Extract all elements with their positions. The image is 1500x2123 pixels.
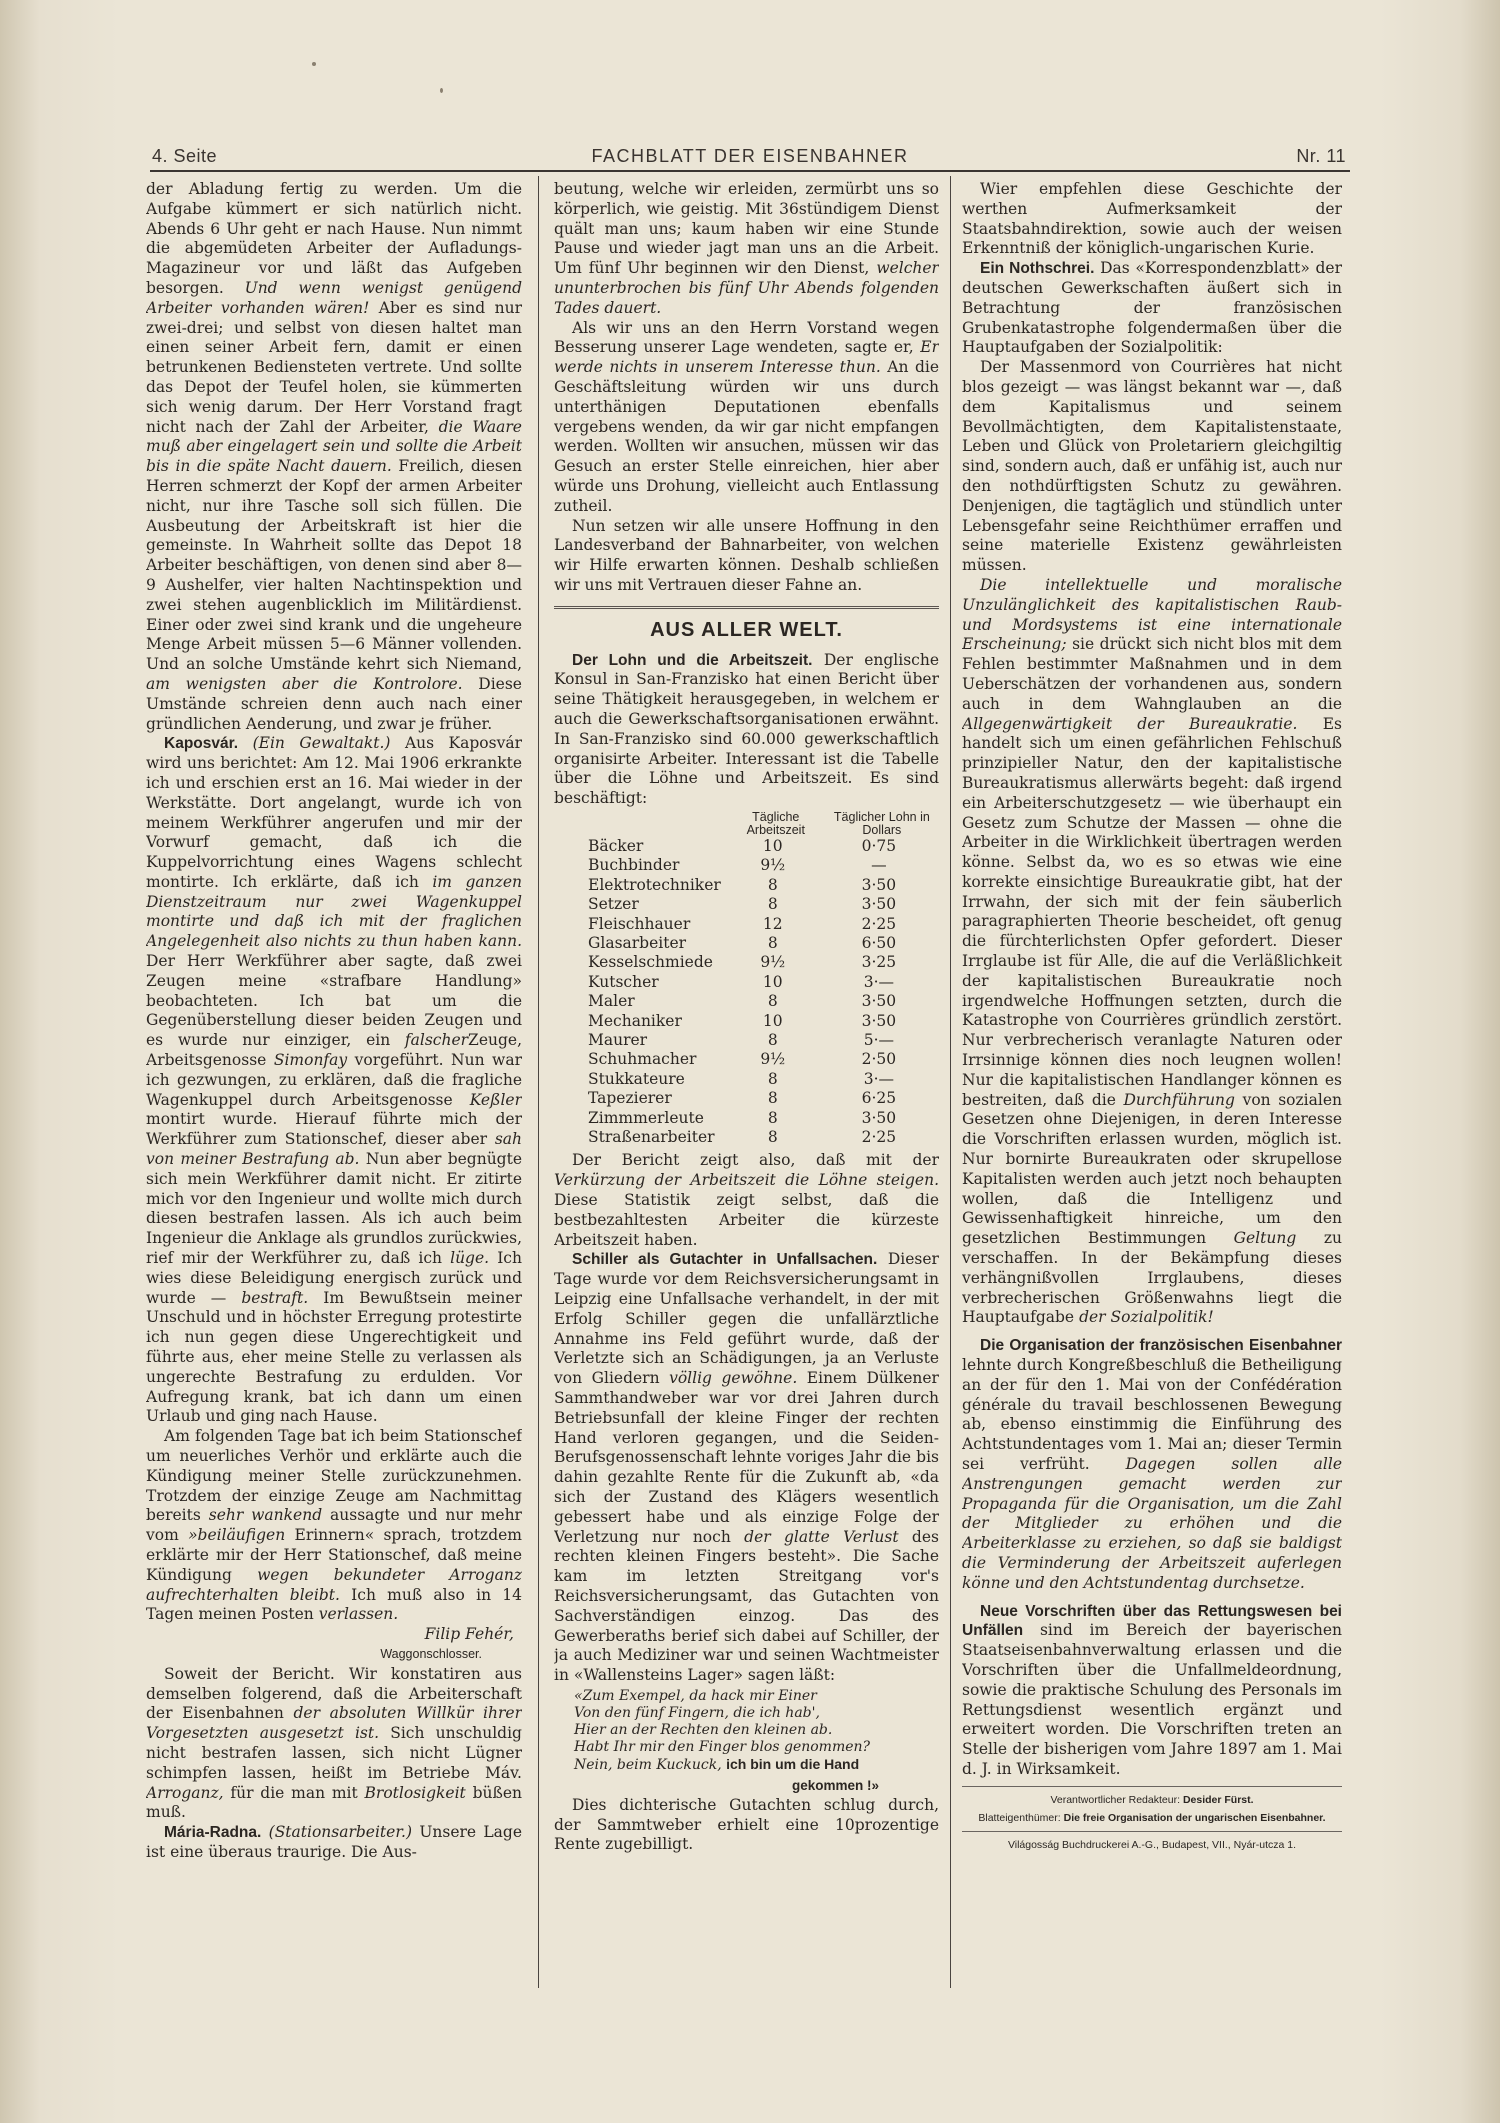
signature-role: Waggonschlosser. — [380, 1646, 482, 1661]
table-cell-trade: Stukkateure — [588, 1069, 685, 1088]
table-cell-hours: 8 — [767, 1108, 778, 1127]
wage-table — [588, 811, 939, 1148]
article-heading: Die Organisation der französischen Eisenbahner — [980, 1337, 1342, 1355]
section-title: AUS ALLER WELT. — [650, 618, 843, 641]
table-cell-wage: 3·50 — [861, 895, 897, 914]
table-cell-wage: 6·25 — [861, 1089, 897, 1108]
table-cell-hours: 9½ — [760, 856, 786, 875]
table-row — [588, 1012, 939, 1031]
table-cell-trade: Elektrotechniker — [588, 875, 721, 894]
table-cell-hours: 8 — [767, 1128, 778, 1146]
article-paragraph: Neue Vorschriften über das Rettungswesen bei Unfällen sind im Bereich der bayerischen Staatseisenbahnverwaltung erlassen und die Vorschriften über die Unfallmeldeordnung, sowie die praktische Schulung des Personals im Rettungsdienst wesentlich ergänzt und erweitert worden. Die Vorschriften treten an Stelle der bisherigen vom Jahre 1897 am 1. Mai d. J. in Wirksamkeit. — [962, 1602, 1342, 1778]
article-paragraph: Am folgenden Tage bat ich beim Stationschef um neuerliches Verhör und erklärte auch die Kündigung meiner Stelle zurückzunehmen. Trotzdem der einzige Zeuge am Nachmittag bereits sehr wankend aussagte und nur mehr vom »beiläufigen Erinnern« sprach, trotzdem erklärte mir der Herr Stationschef, daß meine Kündigung wegen bekundeter Arroganz aufrechterhalten bleibt. Ich muß also in 14 Tagen meinen Posten verlassen. — [146, 1427, 522, 1624]
article-paragraph: Als wir uns an den Herrn Vorstand wegen Besserung unserer Lage wendeten, sagte er, Er werde nichts in unserem Interesse thun. An die Geschäftsleitung würden wir uns durch unterthänigen Deputationen ebenfalls vergebens wenden, da wir gar nicht empfangen werden. Wollten wir ansuchen, müssen wir das Gesuch an erster Stelle einreichen, hier aber würde uns Drohung, vielleicht auch Entlassung zutheil. — [554, 318, 939, 515]
poem-line: «Zum Exempel, da hack mir Einer — [574, 1687, 817, 1704]
table-cell-wage: — — [871, 856, 887, 875]
table-cell-trade: Schuhmacher — [588, 1050, 697, 1069]
column-rule — [538, 176, 539, 1988]
article-paragraph: Die Organisation der französischen Eisenbahner lehnte durch Kongreßbeschluß die Betheiligung an der für den 1. Mai von der Confédération générale du travail beschlossenen Bewegung ab, ebenso einstimmig die Einführung des Achtstundentages vom 1. Mai an; dieser Termin sei verfrüht. Dagegen sollen alle Anstrengungen gemacht werden zur Propaganda für die Organisation, um die Zahl der Mitglieder zu erhöhen und die Arbeiterklasse zu erziehen, so daß sie baldigst die Verminderung der Arbeitszeit auferlegen könne und den Achtstundentag durchsetze. — [962, 1337, 1342, 1592]
table-row — [588, 973, 939, 992]
table-cell-trade: Bäcker — [588, 836, 644, 855]
table-cell-hours: 8 — [767, 933, 778, 952]
table-row — [588, 953, 939, 972]
table-cell-trade: Buchbinder — [588, 856, 680, 875]
article-paragraph: Dies dichterische Gutachten schlug durch, der Sammtweber erhielt eine 10prozentige Rente zugebilligt. — [554, 1795, 939, 1854]
signature-name: Filip Fehér, — [424, 1625, 514, 1644]
page-header — [150, 146, 1350, 172]
article-paragraph: Ein Nothschrei. Das «Korrespondenzblatt» der deutschen Gewerkschaften äußert sich in Betrachtung der französischen Grubenkatastrophe folgendermaßen über die Hauptaufgaben der Sozialpolitik: — [962, 259, 1342, 357]
table-cell-wage: 5·— — [863, 1030, 895, 1049]
table-cell-trade: Straßenarbeiter — [588, 1128, 715, 1146]
table-cell-trade: Mechaniker — [588, 1011, 682, 1030]
table-row — [588, 1128, 939, 1147]
table-cell-wage: 3·50 — [861, 992, 897, 1011]
table-cell-wage: 3·— — [863, 972, 895, 991]
table-row — [588, 1089, 939, 1108]
table-cell-trade: Setzer — [588, 895, 639, 914]
table-cell-hours: 8 — [767, 1069, 778, 1088]
table-cell-trade: Fleischhauer — [588, 914, 691, 933]
table-row — [588, 837, 939, 856]
table-cell-trade: Kesselschmiede — [588, 953, 713, 972]
poem-line: Habt Ihr mir den Finger blos genommen? — [574, 1738, 871, 1755]
article-paragraph: Die intellektuelle und moralische Unzulänglichkeit des kapitalistischen Raub- und Mordsystems ist eine internationale Erscheinung; sie drückt sich nicht blos mit dem Fehlen bestimmter Maßnahmen und in dem Ueberschätzen der vorhandenen aus, sondern auch in dem Wahnglauben an die Allgegenwärtigkeit der Bureaukratie. Es handelt sich um einen gefährlichen Fehlschuß prinzipieller Natur, den der kapitalistische Bureaukratismus allerwärts begeht: daß irgend ein Arbeiterschutzgesetz — wie überhaupt ein Gesetz zum Schutze der Massen — ohne die Arbeiter in die Wirklichkeit übertragen werden könne. Selbst da, wo es so etwas wie eine korrekte einsichtige Bureaukratie gibt, hat der Irrwahn, der sich mit der fein säuberlich paragraphierten Theorie bescheidet, oft genug die fürchterlichsten Opfer gefordert. Dieser Irrglaube ist für Alle, die auf die Verläßlichkeit der kapitalistischen Bureaukratie noch irgendwelche Hoffnungen setzten, durch die Katastrophe von Courrières gründlich zerstört. Nur verbrecherisch veranlagte Naturen oder Irrsinnige können dies noch leugnen wollen! Nur die kapitalistischen Handlanger können es bestreiten, daß die Durchführung von sozialen Gesetzen ohne Diejenigen, in deren Interesse die Vorschriften erlassen wurden, möglich ist. Nur bornirte Bureaukraten oder skrupellose Kapitalisten werden auch jetzt noch behaupten wollen, daß die Intelligenz und Gewissenhaftigkeit hinreiche, um den gesetzlichen Bestimmungen Geltung zu verschaffen. In der Bekämpfung dieses verhängnißvollen Irrglaubens, dieses verbrecherischen Größenwahns liegt die Hauptaufgabe der Sozialpolitik! — [962, 575, 1342, 1327]
imprint-printer: Világosság Buchdruckerei A.-G., Budapest, VII., Nyár-utcza 1. — [1007, 1838, 1297, 1851]
poem-line: Von den fünf Fingern, die ich hab', — [574, 1704, 820, 1721]
table-cell-wage: 2·25 — [861, 1128, 897, 1146]
paper-spot — [440, 88, 443, 93]
article-paragraph: Kaposvár. (Ein Gewaltakt.) Aus Kaposvár wird uns berichtet: Am 12. Mai 1906 erkrankte ich und erschien erst an 16. Mai wieder in der Werkstätte. Dort angelangt, wurde ich von meinem Werkführer angerufen und mir der Vorwurf gemacht, daß ich die Kuppelvorrichtung eines Wagens schlecht montirte. Ich erklärte, daß ich im ganzen Dienstzeitraum nur zwei Wagenkuppel montirte und daß ich mit der fraglichen Angelegenheit also nichts zu thun haben kann. Der Herr Werkführer aber sagte, daß zwei Zeugen meine «strafbare Handlung» beobachteten. Ich bat um die Gegenüberstellung dieser beiden Zeugen und es wurde nur einziger, ein falscherZeuge, Arbeitsgenosse Simonfay vorgeführt. Nun war ich gezwungen, zu erklären, daß die fragliche Wagenkuppel durch Arbeitsgenosse Keßler montirt wurde. Hierauf führte mich der Werkführer zum Stationschef, dieser aber sah von meiner Bestrafung ab. Nun aber begnügte sich mein Werkführer damit nicht. Er zitirte mich vor den Ingenieur und wollte mich durch diesen bestrafen lassen. Als ich auch beim Ingenieur die Anklage als grundlos zurückwies, rief mir der Werkführer zu, daß ich lüge. Ich wies diese Beleidigung energisch zurück und wurde — bestraft. Im Bewußtsein meiner Unschuld und in höchster Erregung protestirte ich nun gegen diese Ungerechtigkeit und führte aus, eher meine Stelle zu verlassen als ungerechte Bestrafung zu erdulden. Vor Aufregung krank, bat ich dann um einen Urlaub und ging nach Hause. — [146, 734, 522, 1426]
table-cell-wage: 0·75 — [861, 836, 897, 855]
article-paragraph: Wier empfehlen diese Geschichte der werthen Aufmerksamkeit der Staatsbahndirektion, sowie auch der weisen Erkenntniß der königlich-ungarischen Kurie. — [962, 180, 1342, 258]
table-cell-wage: 6·50 — [861, 933, 897, 952]
imprint-owner: Blatteigenthümer: Die freie Organisation der ungarischen Eisenbahner. — [978, 1811, 1326, 1824]
article-paragraph: der Abladung fertig zu werden. Um die Aufgabe kümmert er sich natürlich nicht. Abends 6 Uhr geht er nach Hause. Nun nimmt die abgemüdeten Arbeiter der Aufladungs-Magazineur vor und läßt das Aufgeben besorgen. Und wenn wenigst genügend Arbeiter vorhanden wären! Aber es sind nur zwei-drei; und selbst von diesen haltet man einen seiner Arbeit fern, damit er einen betrunkenen Bediensteten vertrete. Und sollte das Depot der Teufel holen, sie kümmerten sich wenig darum. Der Herr Vorstand fragt nicht nach der Zahl der Arbeiter, die Waare muß aber eingelagert sein und sollte die Arbeit bis in die späte Nacht dauern. Freilich, diesen Herren schmerzt der Kopf der armen Arbeiter nicht, nur ihre Tasche soll sich füllen. Die Ausbeutung der Arbeitskraft ist hier die gemeinste. In Wahrheit sollte das Depot 18 Arbeiter beschäftigen, von denen sind aber 8—9 Aushelfer, vier halten Nachtinspektion und zwei stehen augenblicklich im Militärdienst. Einer oder zwei sind krank und die ungeheure Menge Arbeit müssen 5—6 Männer vollenden. Und an solche Umstände kehrt sich Niemand, am wenigsten aber die Kontrolore. Diese Umstände schreien denn auch nach einer gründlichen Aenderung, und zwar je früher. — [146, 180, 522, 733]
table-cell-hours: 9½ — [760, 953, 786, 972]
poem-line: Hier an der Rechten den kleinen ab. — [574, 1721, 833, 1738]
table-row — [588, 856, 939, 875]
poem-line: Nein, beim Kuckuck, ich bin um die Hand — [574, 1755, 860, 1773]
table-row — [588, 915, 939, 934]
table-header-wage: Täglicher Lohn in Dollars — [833, 809, 930, 837]
paper-spot — [312, 62, 316, 66]
table-row — [588, 895, 939, 914]
article-paragraph: Der Bericht zeigt also, daß mit der Verkürzung der Arbeitszeit die Löhne steigen. Diese Statistik zeigt selbst, daß die bestbezahltesten Arbeiter die kürzeste Arbeitszeit haben. — [554, 1151, 939, 1249]
table-cell-trade: Glasarbeiter — [588, 933, 687, 952]
article-paragraph: Mária-Radna. (Stationsarbeiter.) Unsere Lage ist eine überaus traurige. Die Aus- — [146, 1823, 522, 1861]
article-paragraph: beutung, welche wir erleiden, zermürbt uns so körperlich, wie geistig. Mit 36stündigem Dienst quält man uns; kaum haben wir eine Stunde Pause und wieder jagt man uns an die Arbeit. Um fünf Uhr beginnen wir den Dienst, welcher ununterbrochen bis fünf Uhr Abends folgenden Tades dauert. — [554, 180, 939, 317]
table-cell-hours: 9½ — [760, 1050, 786, 1069]
article-heading: Neue Vorschriften über das Rettungswesen bei Unfällen — [962, 1602, 1342, 1640]
article-paragraph: Der Lohn und die Arbeitszeit. Der englische Konsul in San-Franzisko hat einen Bericht über seine Thätigkeit herausgegeben, in welchem er auch die Gewerkschaftsorganisationen erwähnt. In San-Franzisko sind 60.000 gewerkschaftlich organisirte Arbeiter. Interessant ist die Tabelle über die Löhne und Arbeitszeit. Es sind beschäftigt: — [554, 650, 939, 808]
table-cell-hours: 8 — [767, 992, 778, 1011]
column-3 — [962, 180, 1342, 1980]
table-row — [588, 876, 939, 895]
column-2 — [554, 180, 939, 1980]
article-heading: Mária-Radna. — [164, 1824, 262, 1842]
table-cell-wage: 2·50 — [861, 1050, 897, 1069]
table-cell-wage: 3·— — [863, 1069, 895, 1088]
table-row — [588, 1031, 939, 1050]
section-divider — [554, 606, 939, 609]
table-cell-hours: 10 — [762, 972, 783, 991]
article-heading: Ein Nothschrei. — [980, 260, 1095, 278]
imprint-divider — [962, 1786, 1342, 1787]
table-row — [588, 1070, 939, 1089]
table-cell-trade: Kutscher — [588, 972, 659, 991]
column-1 — [146, 180, 522, 1980]
article-paragraph: Soweit der Bericht. Wir konstatiren aus demselben folgerend, daß die Arbeiterschaft der Eisenbahnen der absoluten Willkür ihrer Vorgesetzten ausgesetzt ist. Sich unschuldig nicht bestrafen lassen, sich nicht Lügner schimpfen lassen, heißt im Betriebe Máv. Arroganz, für die man mit Brotlosigkeit büßen muß. — [146, 1664, 522, 1822]
table-cell-hours: 10 — [762, 836, 783, 855]
poem-line: gekommen !» — [791, 1777, 879, 1793]
table-cell-hours: 8 — [767, 1030, 778, 1049]
article-paragraph: Schiller als Gutachter in Unfallsachen. Dieser Tage wurde vor dem Reichsversicherungsamt in Leipzig eine Unfallsache verhandelt, in der mit Erfolg Schiller gegen die unfallärztliche Annahme ins Feld geführt wurde, daß der Verletzte sich an Schädigungen, ja an Verluste von Gliedern völlig gewöhne. Einem Dülkener Sammthandweber war vor drei Jahren durch Betriebsunfall der kleine Finger der rechten Hand verloren gegangen, und die Seiden-Berufsgenossenschaft lehnte voriges Jahr die bis dahin gezahlte Rente für die Zukunft ab, «da sich der Zustand des Klägers wesentlich gebessert habe und als einzige Folge der Verletzung nur noch der glatte Verlust des rechten kleinen Fingers besteht». Die Sache kam im letzten Streitgang vor's Reichsversicherungsamt, das Gutachten von Sachverständigen einzog. Das des Gewerberaths berief sich dabei auf Schiller, der ja auch Mediziner war und seinen Wachtmeister in «Wallensteins Lager» sagen läßt: — [554, 1250, 939, 1685]
table-cell-wage: 2·25 — [861, 914, 897, 933]
table-cell-trade: Tapezierer — [588, 1089, 672, 1108]
table-cell-hours: 8 — [767, 875, 778, 894]
table-cell-wage: 3·50 — [861, 1108, 897, 1127]
imprint-editor: Verantwortlicher Redakteur: Desider Fürst. — [1050, 1793, 1254, 1806]
table-cell-trade: Maurer — [588, 1030, 648, 1049]
poem-quote — [574, 1688, 939, 1774]
column-rule — [950, 176, 951, 1988]
table-cell-hours: 8 — [767, 895, 778, 914]
table-cell-wage: 3·50 — [861, 1011, 897, 1030]
table-cell-trade: Zimmmerleute — [588, 1108, 704, 1127]
article-heading: Kaposvár. — [164, 735, 239, 753]
table-row — [588, 934, 939, 953]
table-row — [588, 1109, 939, 1128]
article-paragraph: Nun setzen wir alle unsere Hoffnung in den Landesverband der Bahnarbeiter, von welchen wir Hilfe erwarten können. Deshalb schließen wir uns mit Vertrauen dieser Fahne an. — [554, 516, 939, 594]
table-header-hours: Tägliche Arbeitszeit — [746, 809, 805, 837]
table-row — [588, 1050, 939, 1069]
page-number: 4. Seite — [152, 146, 218, 166]
issue-number: Nr. 11 — [1296, 146, 1346, 166]
table-cell-hours: 12 — [762, 914, 783, 933]
article-heading: Schiller als Gutachter in Unfallsachen. — [572, 1251, 878, 1269]
table-cell-wage: 3·25 — [861, 953, 897, 972]
table-cell-hours: 8 — [767, 1089, 778, 1108]
article-paragraph: Der Massenmord von Courrières hat nicht blos gezeigt — was längst bekannt war —, daß dem Kapitalismus und seinem Bevollmächtigten, dem Kapitalistenstaate, Leben und Glück von Proletariern gleichgiltig sind, sondern auch, daß er unfähig ist, auch nur den nothdürftigsten Schutz zu gewähren. Denjenigen, die tagtäglich und stündlich unter Lebensgefahr seine Reichthümer erraffen und seine materielle Existenz gewährleisten müssen. — [962, 358, 1342, 575]
imprint-divider — [962, 1831, 1342, 1832]
table-cell-wage: 3·50 — [861, 875, 897, 894]
table-row — [588, 992, 939, 1011]
table-cell-hours: 10 — [762, 1011, 783, 1030]
article-heading: Der Lohn und die Arbeitszeit. — [572, 651, 813, 669]
publication-title: FACHBLATT DER EISENBAHNER — [591, 146, 909, 166]
table-cell-trade: Maler — [588, 992, 635, 1011]
